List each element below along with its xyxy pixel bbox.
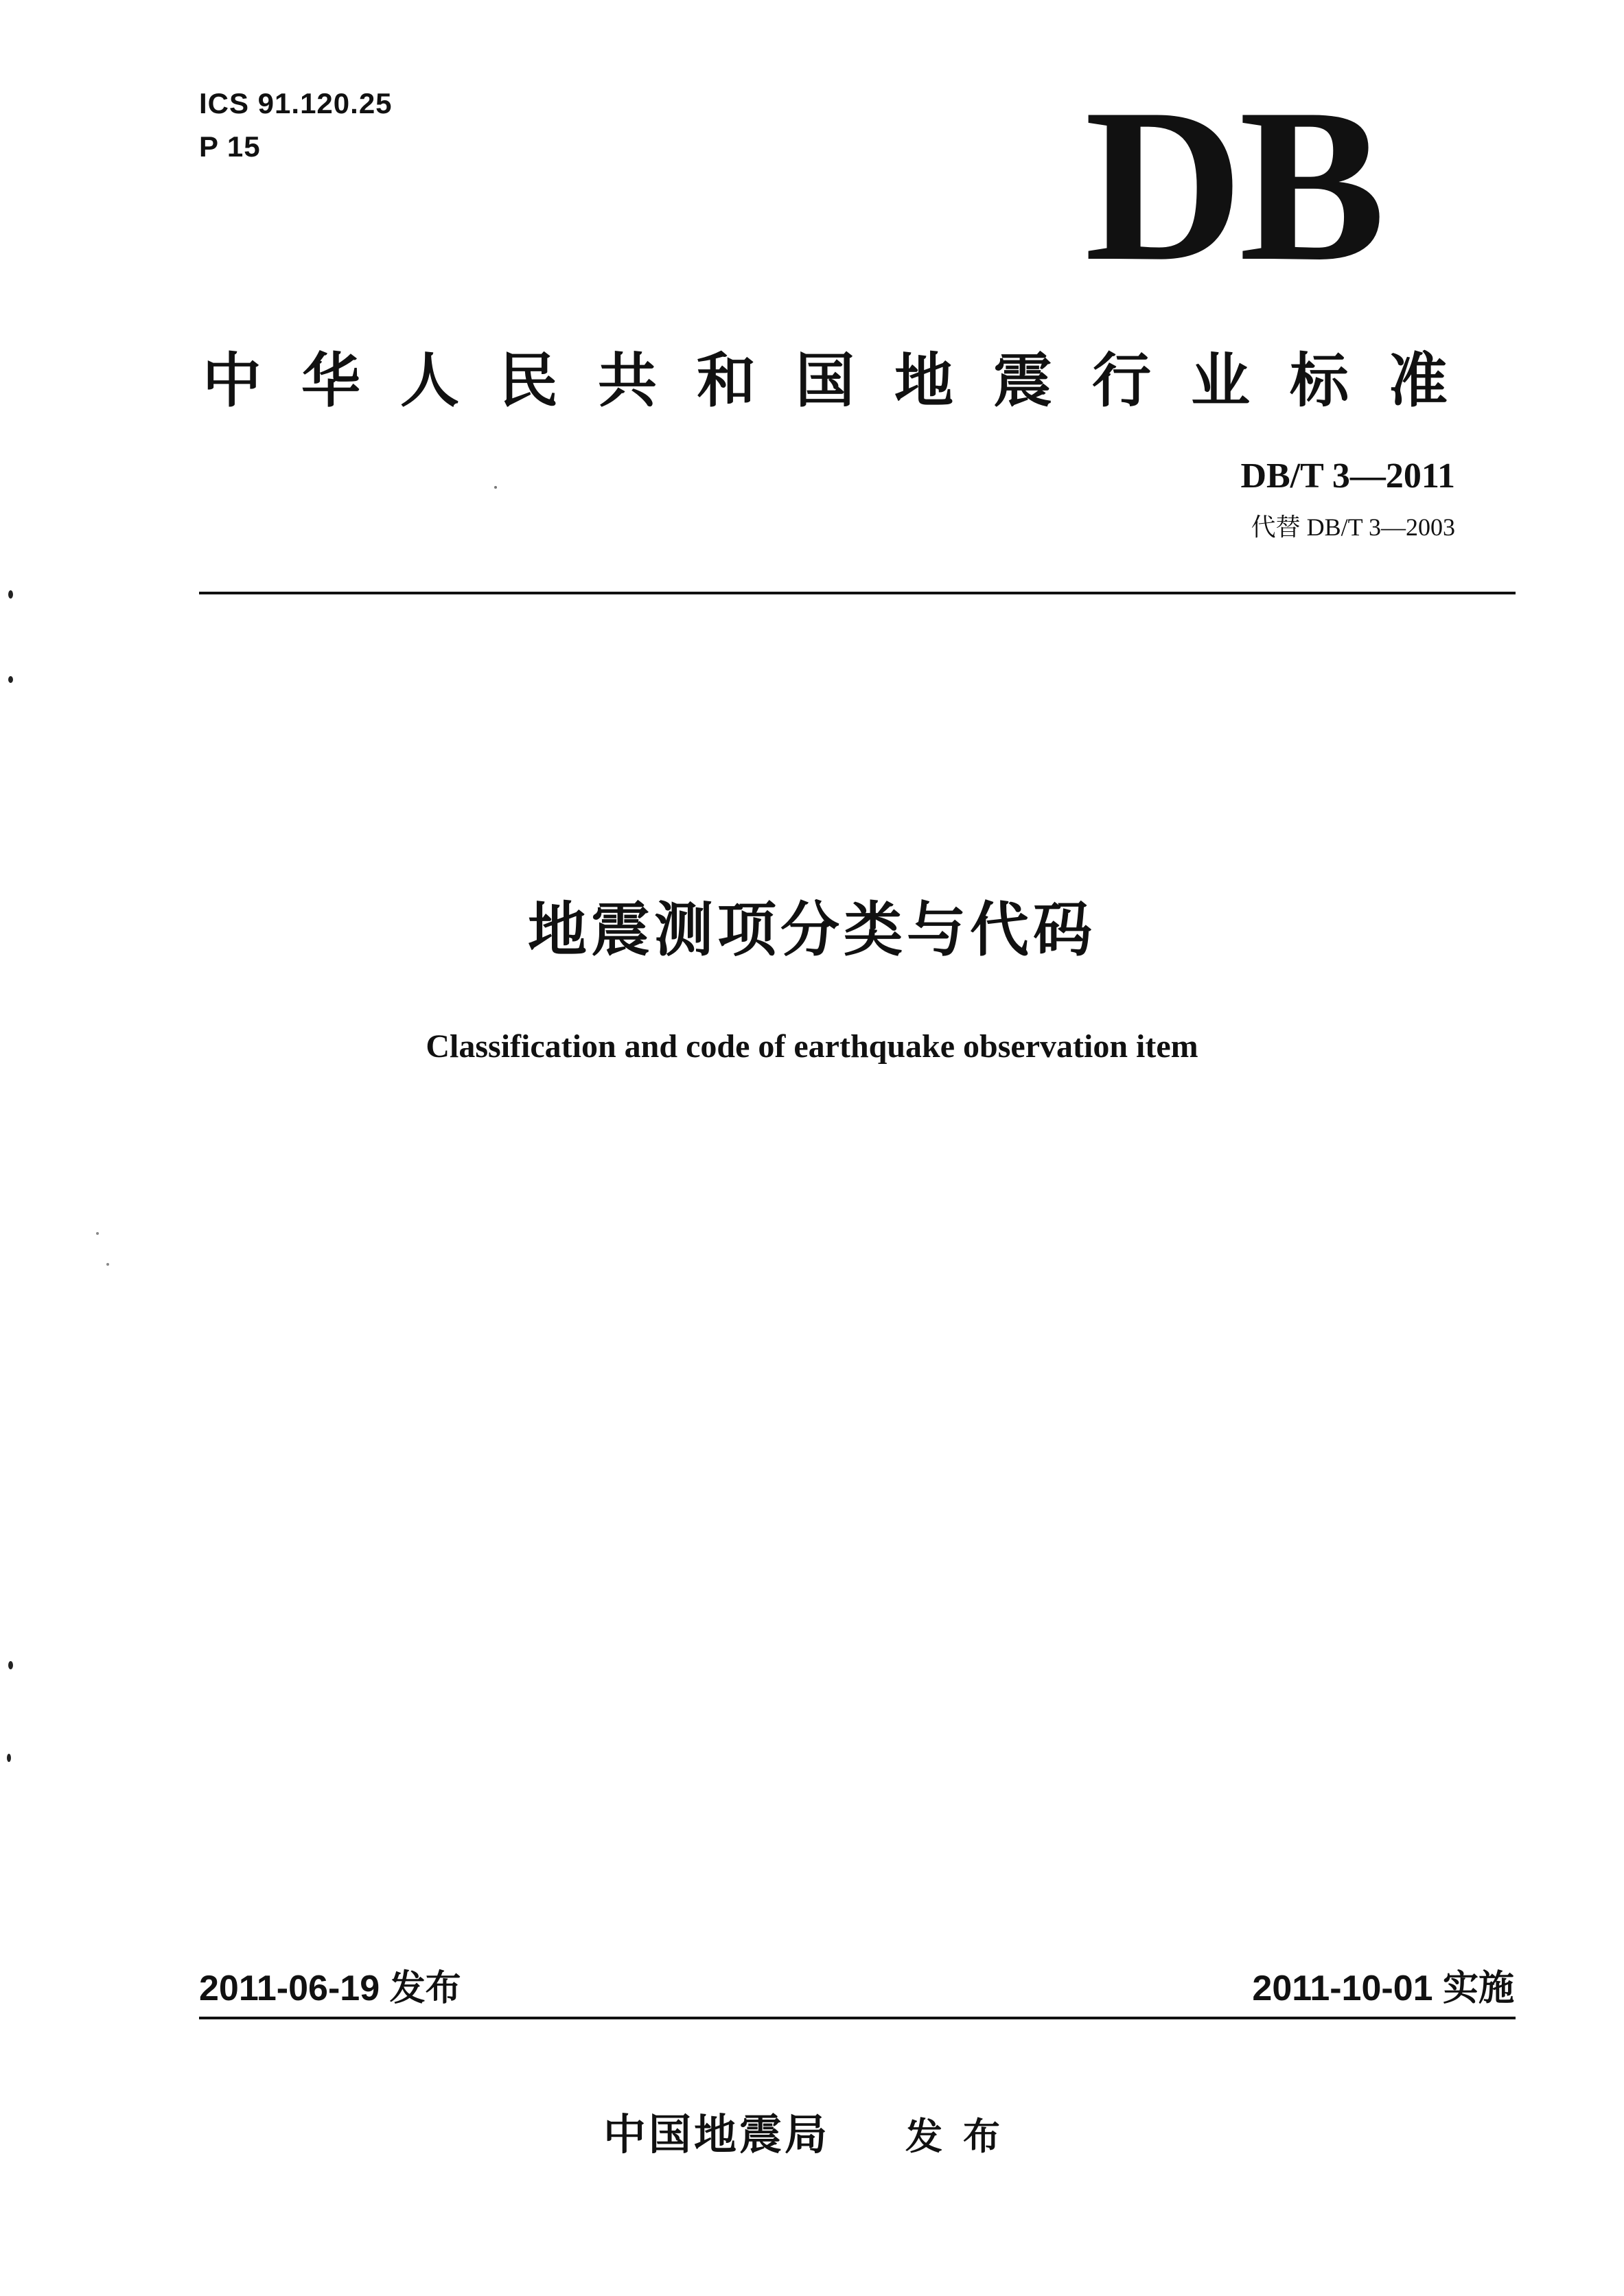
db-logo-mark: DB <box>1084 64 1382 307</box>
classification-code: P 15 <box>199 130 261 163</box>
scan-speck <box>7 1754 11 1762</box>
issuer-action: 发布 <box>905 2115 1021 2158</box>
scan-speck <box>8 1661 13 1669</box>
standard-number: DB/T 3—2011 <box>1240 456 1455 496</box>
replaces-standard: 代替 DB/T 3—2003 <box>1251 513 1455 541</box>
scan-speck <box>494 486 497 489</box>
scan-speck <box>106 1263 109 1266</box>
document-title-chinese: 地震测项分类与代码 <box>528 896 1096 964</box>
issue-date: 2011-06-19 发布 <box>199 1969 461 2008</box>
issuer-name: 中国地震局 <box>603 2109 830 2159</box>
document-title-english: Classification and code of earthquake observation item <box>426 1028 1198 1065</box>
scan-speck <box>8 590 13 599</box>
implementation-date: 2011-10-01 实施 <box>1252 1969 1514 2008</box>
scan-speck <box>8 676 13 683</box>
issuer-line <box>0 2104 1624 2168</box>
bottom-divider <box>199 2017 1516 2019</box>
top-divider <box>199 592 1516 594</box>
scan-speck <box>96 1232 99 1235</box>
industry-standard-title: 中华人民共和国地震行业标准 <box>202 347 1487 415</box>
ics-code: ICS 91.120.25 <box>199 87 393 119</box>
